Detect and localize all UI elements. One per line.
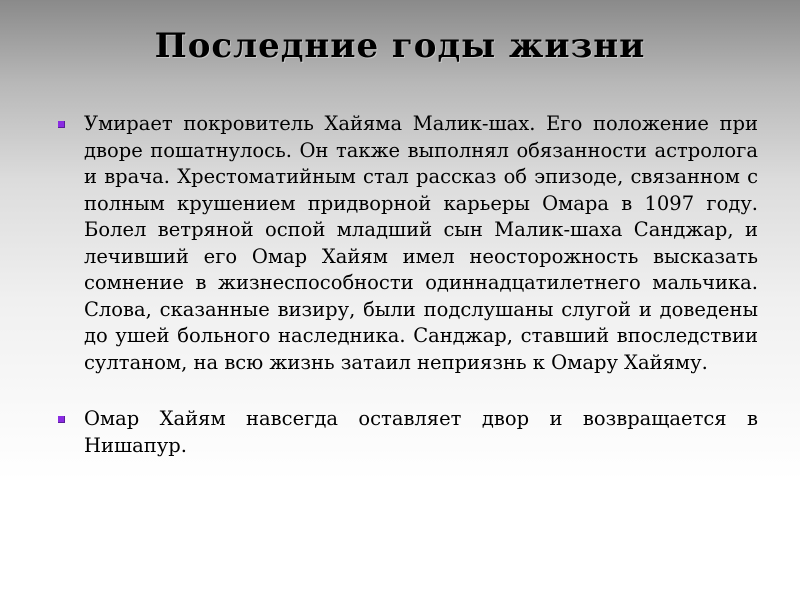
slide-content — [50, 111, 758, 489]
square-bullet-icon — [58, 416, 65, 423]
bullet-text: Омар Хайям навсегда оставляет двор и возвращается в Нишапур. — [84, 407, 758, 457]
slide-title: Последние годы жизни — [154, 26, 646, 66]
bullet-item — [50, 406, 758, 459]
square-bullet-icon — [58, 121, 65, 128]
bullet-item — [50, 111, 758, 376]
bullet-text: Умирает покровитель Хайяма Малик-шах. Его положение при дворе пошатнулось. Он также выполнял обязанности астролога и врача. Хрестоматийным стал рассказ об эпизоде, связанном с полным крушением придворной карьеры Омара в 1097 году. Болел ветряной оспой младший сын Малик-шаха Санджар, и лечивший его Омар Хайям имел неосторожность высказать сомнение в жизнеспособности одиннадцатилетнего мальчика. Слова, сказанные визиру, были подслушаны слугой и доведены до ушей больного наследника. Санджар, ставший впоследствии султаном, на всю жизнь затаил неприязнь к Омару Хайяму. — [84, 112, 758, 374]
